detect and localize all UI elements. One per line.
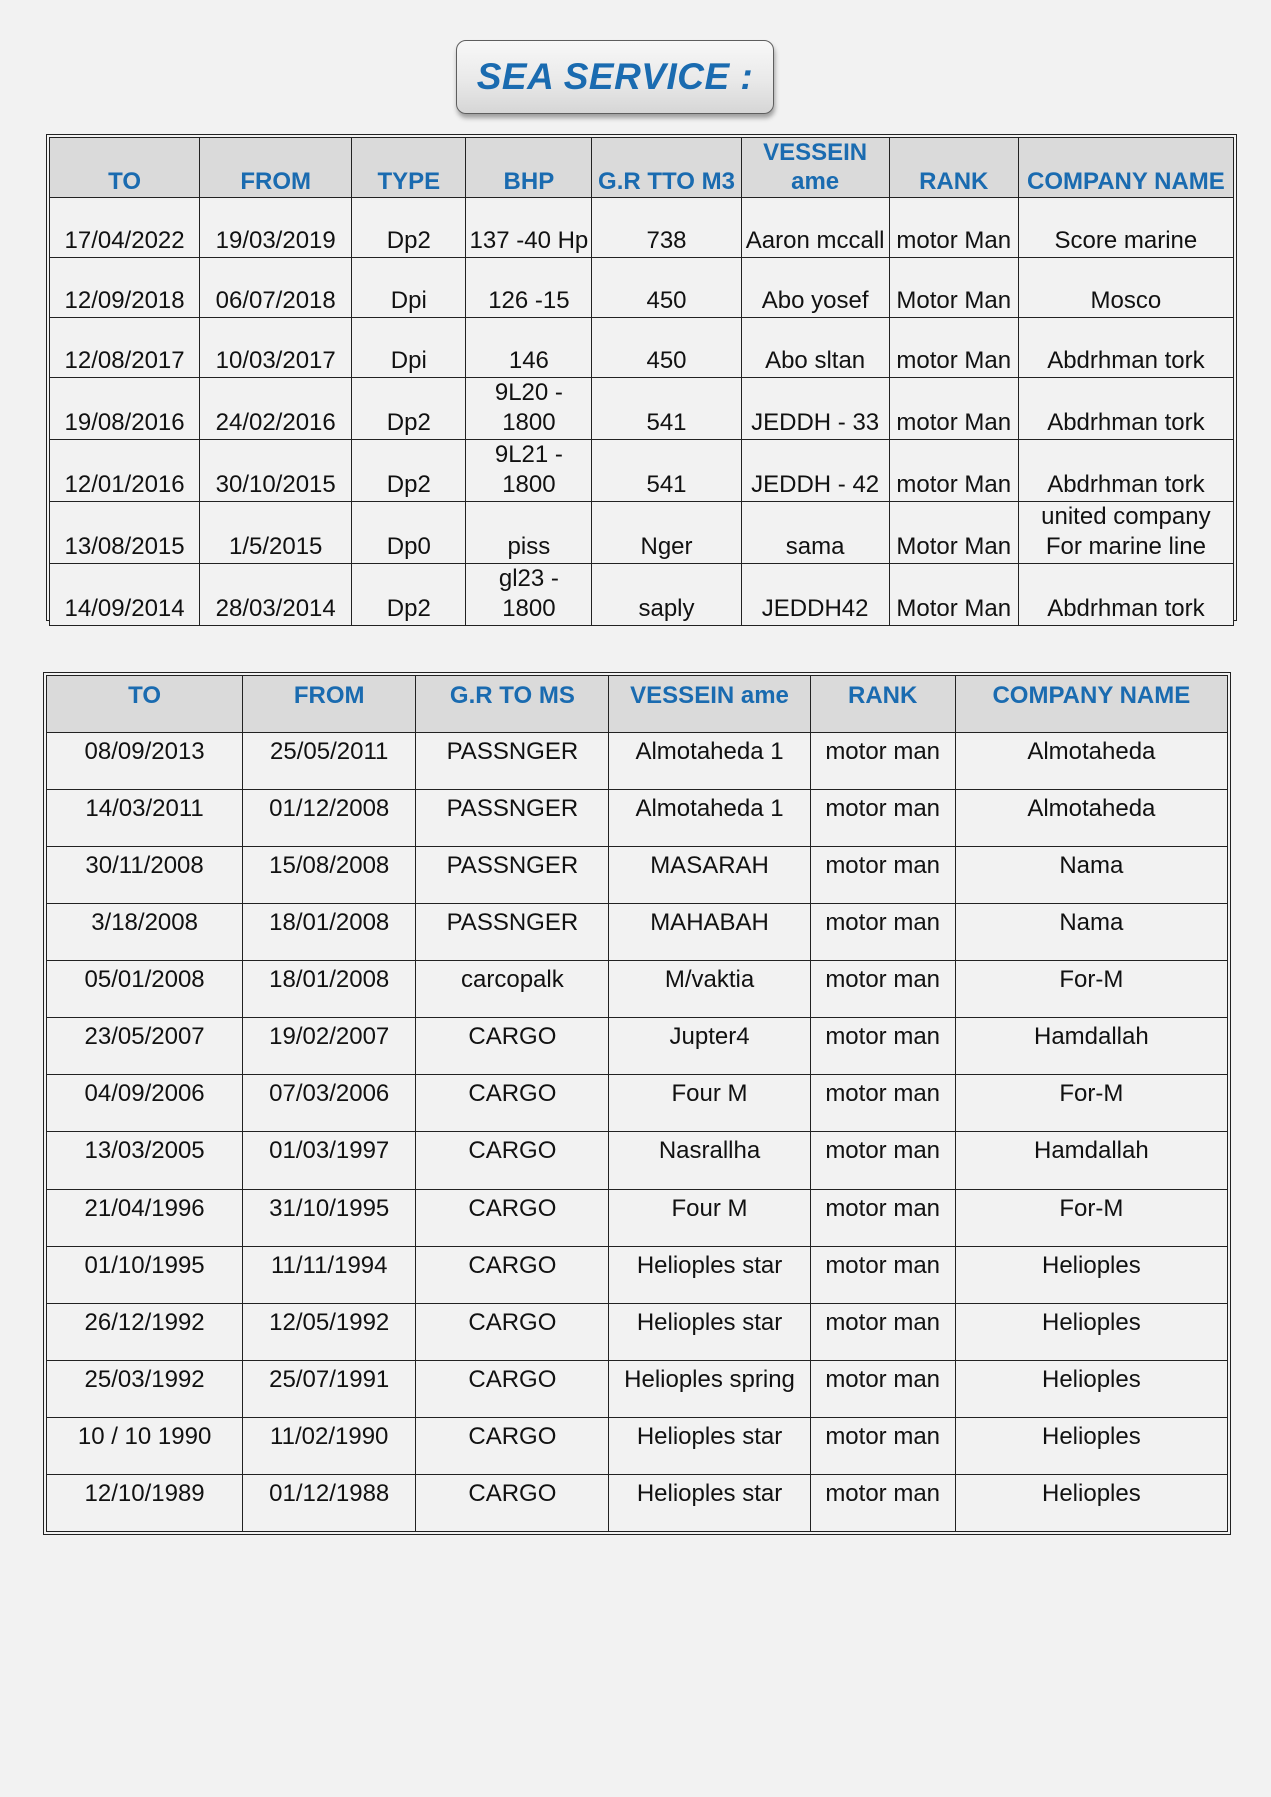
table-cell: 07/03/2006	[243, 1075, 416, 1132]
table-cell: Motor Man	[889, 258, 1018, 318]
table-cell: 30/11/2008	[47, 847, 243, 904]
table-cell: 23/05/2007	[47, 1018, 243, 1075]
table-cell: 25/03/1992	[47, 1360, 243, 1417]
table-cell: Aaron mccall	[741, 198, 889, 258]
table-cell: motor man	[810, 1246, 955, 1303]
table-cell: 450	[592, 258, 741, 318]
table-cell: 31/10/1995	[243, 1189, 416, 1246]
table-cell: Almotaheda	[955, 733, 1227, 790]
table-cell: 17/04/2022	[50, 198, 200, 258]
table-cell: Hamdallah	[955, 1132, 1227, 1189]
table-cell: PASSNGER	[416, 847, 609, 904]
table-row	[47, 1474, 1228, 1531]
table-cell: Motor Man	[889, 564, 1018, 626]
table-cell: 450	[592, 318, 741, 378]
table-cell: 06/07/2018	[200, 258, 352, 318]
table-row	[47, 790, 1228, 847]
table-cell: motor Man	[889, 198, 1018, 258]
table-cell: Dp2	[352, 564, 466, 626]
table-cell: Four M	[609, 1075, 810, 1132]
column-header: TYPE	[352, 138, 466, 198]
table-row	[50, 318, 1234, 378]
table-cell: 541	[592, 378, 741, 440]
table-row	[47, 904, 1228, 961]
table-cell: 126 -15	[466, 258, 592, 318]
table-cell: For-M	[955, 1189, 1227, 1246]
table-cell: Dpi	[352, 258, 466, 318]
table-cell: Helioples star	[609, 1303, 810, 1360]
table-cell: 11/02/1990	[243, 1417, 416, 1474]
table-cell: motor Man	[889, 378, 1018, 440]
table-row	[50, 502, 1234, 564]
title-banner	[456, 40, 774, 114]
table-cell: Score marine	[1018, 198, 1233, 258]
table-cell: Helioples	[955, 1417, 1227, 1474]
column-header: RANK	[810, 676, 955, 733]
table-cell: CARGO	[416, 1132, 609, 1189]
table-cell: 18/01/2008	[243, 904, 416, 961]
table-cell: 01/10/1995	[47, 1246, 243, 1303]
table-cell: motor man	[810, 733, 955, 790]
table-row	[47, 1132, 1228, 1189]
table-cell: For-M	[955, 961, 1227, 1018]
table-row	[47, 1075, 1228, 1132]
table-cell: 14/03/2011	[47, 790, 243, 847]
table-row	[47, 847, 1228, 904]
table-cell: 14/09/2014	[50, 564, 200, 626]
table-header-row	[50, 138, 1234, 198]
table-cell: 3/18/2008	[47, 904, 243, 961]
table-cell: Helioples	[955, 1474, 1227, 1531]
table-cell: 04/09/2006	[47, 1075, 243, 1132]
table-cell: 19/03/2019	[200, 198, 352, 258]
column-header: TO	[47, 676, 243, 733]
table-cell: 137 -40 Hp	[466, 198, 592, 258]
table-cell: Jupter4	[609, 1018, 810, 1075]
table-cell: 21/04/1996	[47, 1189, 243, 1246]
table-row	[47, 733, 1228, 790]
table-cell: 19/02/2007	[243, 1018, 416, 1075]
table-cell: 12/01/2016	[50, 440, 200, 502]
table-cell: motor man	[810, 1303, 955, 1360]
table-cell: Nger	[592, 502, 741, 564]
table-cell: 26/12/1992	[47, 1303, 243, 1360]
table-cell: 25/07/1991	[243, 1360, 416, 1417]
table-cell: 19/08/2016	[50, 378, 200, 440]
table-cell: Almotaheda 1	[609, 790, 810, 847]
table-row	[47, 1246, 1228, 1303]
sea-service-table-recent	[46, 134, 1237, 621]
table-cell: motor man	[810, 1360, 955, 1417]
table-cell: Helioples spring	[609, 1360, 810, 1417]
table-cell: CARGO	[416, 1474, 609, 1531]
table-cell: Helioples star	[609, 1246, 810, 1303]
table-cell: 11/11/1994	[243, 1246, 416, 1303]
table-row	[47, 1417, 1228, 1474]
column-header: FROM	[200, 138, 352, 198]
table-cell: 28/03/2014	[200, 564, 352, 626]
table-cell: Dp2	[352, 198, 466, 258]
table-cell: 12/09/2018	[50, 258, 200, 318]
table-cell: CARGO	[416, 1189, 609, 1246]
column-header: BHP	[466, 138, 592, 198]
table-cell: Dpi	[352, 318, 466, 378]
table-cell: Nasrallha	[609, 1132, 810, 1189]
table-cell: 15/08/2008	[243, 847, 416, 904]
table-cell: motor Man	[889, 440, 1018, 502]
table-cell: CARGO	[416, 1246, 609, 1303]
table-cell: 541	[592, 440, 741, 502]
table-cell: Nama	[955, 847, 1227, 904]
table-cell: motor man	[810, 1189, 955, 1246]
table-cell: 12/10/1989	[47, 1474, 243, 1531]
table-cell: M/vaktia	[609, 961, 810, 1018]
table-cell: PASSNGER	[416, 733, 609, 790]
table-cell: Helioples star	[609, 1474, 810, 1531]
sea-service-table-1	[49, 137, 1234, 626]
table-cell: Nama	[955, 904, 1227, 961]
table-cell: 12/05/1992	[243, 1303, 416, 1360]
table-cell: 9L21 - 1800	[466, 440, 592, 502]
table-cell: 08/09/2013	[47, 733, 243, 790]
sea-service-table-earlier	[43, 672, 1231, 1535]
table-cell: Helioples star	[609, 1417, 810, 1474]
table-cell: motor man	[810, 1132, 955, 1189]
column-header: G.R TO MS	[416, 676, 609, 733]
table-cell: 25/05/2011	[243, 733, 416, 790]
column-header: FROM	[243, 676, 416, 733]
table-cell: Helioples	[955, 1360, 1227, 1417]
table-cell: 30/10/2015	[200, 440, 352, 502]
column-header: COMPANY NAME	[955, 676, 1227, 733]
table-cell: united company For marine line	[1018, 502, 1233, 564]
table-cell: 01/12/1988	[243, 1474, 416, 1531]
table-cell: 18/01/2008	[243, 961, 416, 1018]
table-cell: Motor Man	[889, 502, 1018, 564]
table-cell: JEDDH - 42	[741, 440, 889, 502]
table-cell: 146	[466, 318, 592, 378]
table-cell: 12/08/2017	[50, 318, 200, 378]
column-header: TO	[50, 138, 200, 198]
table-cell: Almotaheda	[955, 790, 1227, 847]
table-cell: Abdrhman tork	[1018, 378, 1233, 440]
table-row	[50, 564, 1234, 626]
table-cell: JEDDH - 33	[741, 378, 889, 440]
table-cell: carcopalk	[416, 961, 609, 1018]
table-header-row	[47, 676, 1228, 733]
table-cell: motor Man	[889, 318, 1018, 378]
table-cell: Abdrhman tork	[1018, 318, 1233, 378]
column-header: G.R TTO M3	[592, 138, 741, 198]
table-cell: 10 / 10 1990	[47, 1417, 243, 1474]
table-cell: PASSNGER	[416, 790, 609, 847]
table-cell: saply	[592, 564, 741, 626]
table-row	[47, 1189, 1228, 1246]
table-row	[50, 378, 1234, 440]
table-cell: motor man	[810, 1018, 955, 1075]
table-cell: 01/12/2008	[243, 790, 416, 847]
table-row	[47, 1303, 1228, 1360]
table-row	[47, 1360, 1228, 1417]
table-row	[47, 961, 1228, 1018]
table-cell: CARGO	[416, 1018, 609, 1075]
table-cell: JEDDH42	[741, 564, 889, 626]
column-header: VESSEIN ame	[741, 138, 889, 198]
table-cell: Dp2	[352, 378, 466, 440]
table-row	[50, 258, 1234, 318]
table-cell: motor man	[810, 961, 955, 1018]
table-cell: motor man	[810, 847, 955, 904]
table-cell: Helioples	[955, 1303, 1227, 1360]
table-cell: Abo sltan	[741, 318, 889, 378]
table-cell: MASARAH	[609, 847, 810, 904]
table-cell: PASSNGER	[416, 904, 609, 961]
table-cell: 738	[592, 198, 741, 258]
table-row	[50, 440, 1234, 502]
table-cell: CARGO	[416, 1417, 609, 1474]
table-cell: For-M	[955, 1075, 1227, 1132]
table-cell: CARGO	[416, 1360, 609, 1417]
table-cell: Almotaheda 1	[609, 733, 810, 790]
table-cell: 01/03/1997	[243, 1132, 416, 1189]
table-cell: 9L20 - 1800	[466, 378, 592, 440]
table-cell: 05/01/2008	[47, 961, 243, 1018]
sea-service-table-2	[46, 675, 1228, 1532]
table-cell: Abo yosef	[741, 258, 889, 318]
table-cell: MAHABAH	[609, 904, 810, 961]
table-cell: CARGO	[416, 1303, 609, 1360]
column-header: COMPANY NAME	[1018, 138, 1233, 198]
table-cell: Dp2	[352, 440, 466, 502]
table-cell: Dp0	[352, 502, 466, 564]
table-row	[50, 198, 1234, 258]
table-row	[47, 1018, 1228, 1075]
table-cell: sama	[741, 502, 889, 564]
table-cell: motor man	[810, 1075, 955, 1132]
table-cell: 10/03/2017	[200, 318, 352, 378]
table-cell: 1/5/2015	[200, 502, 352, 564]
table-cell: piss	[466, 502, 592, 564]
column-header: VESSEIN ame	[609, 676, 810, 733]
table-cell: Hamdallah	[955, 1018, 1227, 1075]
table-cell: Mosco	[1018, 258, 1233, 318]
table-cell: motor man	[810, 1417, 955, 1474]
table-cell: motor man	[810, 790, 955, 847]
table-cell: Helioples	[955, 1246, 1227, 1303]
table-cell: motor man	[810, 1474, 955, 1531]
page-title: SEA SERVICE :	[476, 56, 754, 97]
table-cell: 13/08/2015	[50, 502, 200, 564]
table-cell: motor man	[810, 904, 955, 961]
table-cell: Abdrhman tork	[1018, 564, 1233, 626]
table-cell: 24/02/2016	[200, 378, 352, 440]
table-cell: 13/03/2005	[47, 1132, 243, 1189]
table-cell: Four M	[609, 1189, 810, 1246]
table-cell: gl23 - 1800	[466, 564, 592, 626]
table-cell: CARGO	[416, 1075, 609, 1132]
table-cell: Abdrhman tork	[1018, 440, 1233, 502]
column-header: RANK	[889, 138, 1018, 198]
